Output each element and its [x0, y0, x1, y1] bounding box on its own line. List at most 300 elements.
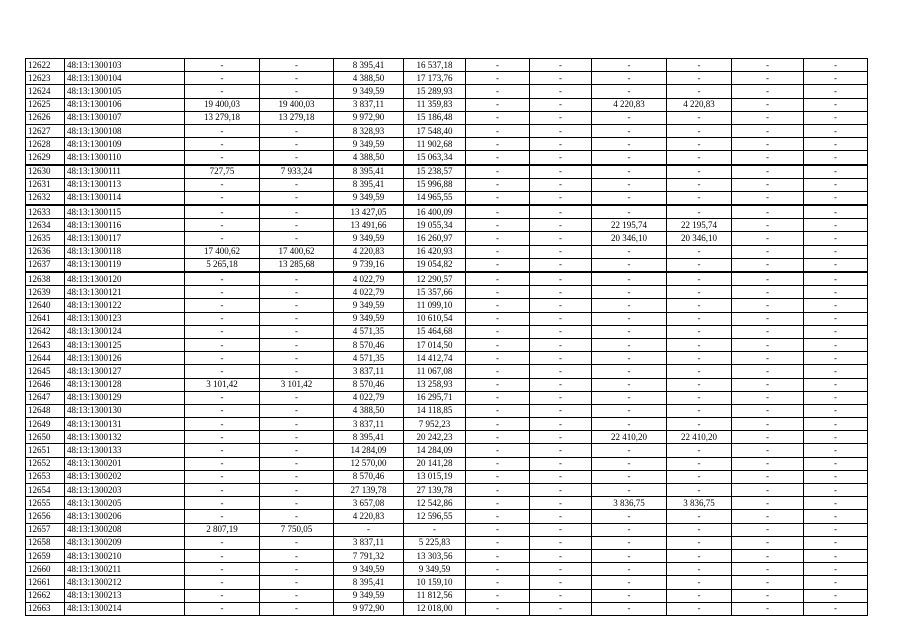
value-cell: 9 349,59 [334, 191, 404, 205]
value-cell: - [334, 523, 404, 536]
value-cell: - [185, 191, 260, 205]
value-cell: - [667, 138, 732, 151]
value-cell: - [804, 404, 868, 417]
value-cell: 15 464,68 [404, 325, 466, 338]
value-cell: - [530, 178, 592, 191]
table-row [26, 232, 868, 245]
value-cell: - [667, 312, 732, 325]
row-number-cell: 12641 [26, 312, 65, 325]
value-cell: - [592, 418, 667, 431]
cadastral-number-cell: 48:13:1300118 [65, 245, 185, 258]
value-cell: - [804, 325, 868, 338]
table-row [26, 391, 868, 404]
value-cell: 12 542,86 [404, 497, 466, 510]
value-cell: - [667, 549, 732, 562]
value-cell: - [804, 138, 868, 151]
value-cell: - [732, 299, 804, 312]
value-cell: 9 972,90 [334, 602, 404, 615]
value-cell: - [804, 151, 868, 165]
row-number-cell: 12659 [26, 549, 65, 562]
value-cell: - [260, 219, 334, 232]
value-cell: - [185, 431, 260, 444]
row-number-cell: 12631 [26, 178, 65, 191]
row-number-cell: 12627 [26, 124, 65, 137]
value-cell: - [592, 111, 667, 124]
value-cell: 22 195,74 [592, 219, 667, 232]
row-number-cell: 12636 [26, 245, 65, 258]
row-number-cell: 12645 [26, 365, 65, 378]
value-cell: - [260, 391, 334, 404]
value-cell: 9 349,59 [334, 299, 404, 312]
row-number-cell: 12657 [26, 523, 65, 536]
value-cell: 12 596,55 [404, 510, 466, 523]
value-cell: - [732, 536, 804, 549]
value-cell: - [185, 299, 260, 312]
value-cell: 4 388,50 [334, 72, 404, 85]
value-cell: - [667, 124, 732, 137]
value-cell: - [530, 563, 592, 576]
row-number-cell: 12624 [26, 85, 65, 98]
value-cell: - [732, 59, 804, 72]
value-cell: - [732, 151, 804, 165]
value-cell: - [185, 325, 260, 338]
value-cell: 5 265,18 [185, 258, 260, 272]
value-cell: - [260, 124, 334, 137]
cadastral-number-cell: 48:13:1300211 [65, 563, 185, 576]
value-cell: 13 427,05 [334, 205, 404, 219]
value-cell: - [732, 138, 804, 151]
value-cell: 9 972,90 [334, 111, 404, 124]
table-row [26, 352, 868, 365]
value-cell: 12 290,57 [404, 272, 466, 286]
value-cell: 8 395,41 [334, 178, 404, 191]
cadastral-number-cell: 48:13:1300109 [65, 138, 185, 151]
value-cell: - [732, 205, 804, 219]
value-cell: - [530, 418, 592, 431]
value-cell: - [592, 378, 667, 391]
value-cell: - [260, 151, 334, 165]
value-cell: - [667, 72, 732, 85]
value-cell: - [530, 378, 592, 391]
value-cell: - [804, 205, 868, 219]
value-cell: 7 750,05 [260, 523, 334, 536]
value-cell: - [530, 232, 592, 245]
cadastral-number-cell: 48:13:1300110 [65, 151, 185, 165]
row-number-cell: 12642 [26, 325, 65, 338]
value-cell: - [592, 444, 667, 457]
value-cell: 16 260,97 [404, 232, 466, 245]
value-cell: - [260, 72, 334, 85]
value-cell: - [466, 111, 530, 124]
value-cell: - [667, 391, 732, 404]
cadastral-number-cell: 48:13:1300120 [65, 272, 185, 286]
value-cell: - [804, 484, 868, 497]
value-cell: - [466, 98, 530, 111]
value-cell: 4 388,50 [334, 151, 404, 165]
table-row [26, 444, 868, 457]
value-cell: - [667, 576, 732, 589]
row-number-cell: 12643 [26, 338, 65, 351]
value-cell: 17 014,50 [404, 338, 466, 351]
value-cell: - [667, 299, 732, 312]
table-row [26, 549, 868, 562]
row-number-cell: 12662 [26, 589, 65, 602]
value-cell: - [804, 124, 868, 137]
value-cell: 14 118,85 [404, 404, 466, 417]
value-cell: - [804, 563, 868, 576]
value-cell: - [466, 151, 530, 165]
value-cell: - [260, 510, 334, 523]
value-cell: - [732, 338, 804, 351]
cadastral-number-cell: 48:13:1300115 [65, 205, 185, 219]
value-cell: - [804, 245, 868, 258]
value-cell: - [466, 444, 530, 457]
value-cell: - [732, 72, 804, 85]
value-cell: - [185, 272, 260, 286]
table-row [26, 325, 868, 338]
value-cell: 11 099,10 [404, 299, 466, 312]
value-cell: - [185, 444, 260, 457]
value-cell: - [530, 352, 592, 365]
value-cell: - [530, 589, 592, 602]
value-cell: - [592, 536, 667, 549]
table-row [26, 124, 868, 137]
value-cell: 20 141,28 [404, 457, 466, 470]
row-number-cell: 12632 [26, 191, 65, 205]
cadastral-number-cell: 48:13:1300210 [65, 549, 185, 562]
value-cell: - [592, 245, 667, 258]
row-number-cell: 12625 [26, 98, 65, 111]
value-cell: - [592, 602, 667, 615]
value-cell: - [804, 391, 868, 404]
value-cell: - [466, 549, 530, 562]
value-cell: - [466, 272, 530, 286]
value-cell: - [732, 111, 804, 124]
value-cell: - [185, 232, 260, 245]
value-cell: - [185, 338, 260, 351]
value-cell: - [466, 418, 530, 431]
value-cell: 17 400,62 [260, 245, 334, 258]
value-cell: - [260, 563, 334, 576]
value-cell: 4 022,79 [334, 391, 404, 404]
value-cell: 7 791,32 [334, 549, 404, 562]
row-number-cell: 12630 [26, 165, 65, 179]
value-cell: 8 395,41 [334, 165, 404, 179]
value-cell: - [466, 523, 530, 536]
value-cell: - [466, 457, 530, 470]
value-cell: - [530, 404, 592, 417]
value-cell: 3 837,11 [334, 365, 404, 378]
value-cell: - [667, 205, 732, 219]
value-cell: - [530, 111, 592, 124]
value-cell: - [466, 497, 530, 510]
value-cell: - [260, 299, 334, 312]
value-cell: - [667, 151, 732, 165]
table-row [26, 378, 868, 391]
table-row [26, 165, 868, 179]
value-cell: - [804, 258, 868, 272]
value-cell: - [592, 151, 667, 165]
value-cell: - [185, 219, 260, 232]
table-row [26, 470, 868, 483]
row-number-cell: 12661 [26, 576, 65, 589]
value-cell: 4 220,83 [334, 510, 404, 523]
row-number-cell: 12651 [26, 444, 65, 457]
table-row [26, 272, 868, 286]
value-cell: - [732, 563, 804, 576]
value-cell: - [185, 536, 260, 549]
value-cell: 19 400,03 [260, 98, 334, 111]
value-cell: 16 295,71 [404, 391, 466, 404]
value-cell: - [466, 338, 530, 351]
value-cell: - [260, 191, 334, 205]
value-cell: - [732, 98, 804, 111]
cadastral-number-cell: 48:13:1300203 [65, 484, 185, 497]
value-cell: - [732, 391, 804, 404]
value-cell: - [260, 138, 334, 151]
row-number-cell: 12628 [26, 138, 65, 151]
cadastral-number-cell: 48:13:1300104 [65, 72, 185, 85]
value-cell: - [530, 299, 592, 312]
value-cell: 9 349,59 [334, 85, 404, 98]
value-cell: - [804, 59, 868, 72]
value-cell: 11 812,56 [404, 589, 466, 602]
row-number-cell: 12622 [26, 59, 65, 72]
value-cell: - [260, 484, 334, 497]
value-cell: - [530, 245, 592, 258]
value-cell: - [804, 470, 868, 483]
cadastral-number-cell: 48:13:1300202 [65, 470, 185, 483]
value-cell: 16 420,93 [404, 245, 466, 258]
table-row [26, 286, 868, 299]
value-cell: - [667, 338, 732, 351]
value-cell: 22 410,20 [667, 431, 732, 444]
value-cell: - [404, 523, 466, 536]
value-cell: 10 610,54 [404, 312, 466, 325]
value-cell: - [667, 258, 732, 272]
cadastral-number-cell: 48:13:1300133 [65, 444, 185, 457]
value-cell: - [592, 325, 667, 338]
value-cell: - [466, 589, 530, 602]
cadastral-number-cell: 48:13:1300123 [65, 312, 185, 325]
table-row [26, 219, 868, 232]
value-cell: - [732, 165, 804, 179]
value-cell: - [466, 59, 530, 72]
value-cell: - [804, 444, 868, 457]
value-cell: - [804, 365, 868, 378]
value-cell: - [530, 98, 592, 111]
value-cell: - [260, 497, 334, 510]
table-row [26, 138, 868, 151]
value-cell: - [732, 484, 804, 497]
value-cell: - [667, 85, 732, 98]
value-cell: 15 063,34 [404, 151, 466, 165]
value-cell: - [592, 258, 667, 272]
value-cell: - [804, 457, 868, 470]
table-row [26, 523, 868, 536]
value-cell: - [732, 85, 804, 98]
value-cell: - [592, 484, 667, 497]
value-cell: - [804, 286, 868, 299]
value-cell: 3 837,11 [334, 418, 404, 431]
value-cell: - [530, 59, 592, 72]
row-number-cell: 12654 [26, 484, 65, 497]
value-cell: - [466, 325, 530, 338]
value-cell: - [260, 444, 334, 457]
value-cell: - [185, 563, 260, 576]
value-cell: - [466, 124, 530, 137]
value-cell: - [466, 484, 530, 497]
value-cell: - [804, 523, 868, 536]
value-cell: - [530, 497, 592, 510]
value-cell: - [530, 258, 592, 272]
cadastral-number-cell: 48:13:1300105 [65, 85, 185, 98]
value-cell: - [592, 470, 667, 483]
row-number-cell: 12640 [26, 299, 65, 312]
row-number-cell: 12623 [26, 72, 65, 85]
value-cell: - [592, 391, 667, 404]
value-cell: 5 225,83 [404, 536, 466, 549]
value-cell: - [667, 418, 732, 431]
value-cell: - [732, 457, 804, 470]
value-cell: 20 242,23 [404, 431, 466, 444]
value-cell: 3 101,42 [185, 378, 260, 391]
value-cell: - [260, 602, 334, 615]
value-cell: - [185, 72, 260, 85]
value-cell: - [260, 205, 334, 219]
value-cell: - [466, 431, 530, 444]
table-row [26, 510, 868, 523]
value-cell: 3 101,42 [260, 378, 334, 391]
value-cell: - [732, 523, 804, 536]
value-cell: - [466, 391, 530, 404]
value-cell: - [185, 576, 260, 589]
value-cell: - [530, 457, 592, 470]
value-cell: - [260, 286, 334, 299]
cadastral-number-cell: 48:13:1300121 [65, 286, 185, 299]
value-cell: - [260, 312, 334, 325]
cadastral-number-cell: 48:13:1300117 [65, 232, 185, 245]
value-cell: - [466, 258, 530, 272]
value-cell: - [732, 549, 804, 562]
value-cell: - [667, 523, 732, 536]
value-cell: - [466, 245, 530, 258]
value-cell: - [732, 258, 804, 272]
value-cell: - [530, 470, 592, 483]
value-cell: - [592, 510, 667, 523]
value-cell: - [592, 59, 667, 72]
cadastral-number-cell: 48:13:1300114 [65, 191, 185, 205]
value-cell: 9 349,59 [334, 232, 404, 245]
value-cell: 4 220,83 [592, 98, 667, 111]
value-cell: - [185, 59, 260, 72]
value-cell: - [260, 418, 334, 431]
value-cell: - [592, 272, 667, 286]
row-number-cell: 12652 [26, 457, 65, 470]
value-cell: - [667, 352, 732, 365]
value-cell: 17 400,62 [185, 245, 260, 258]
value-cell: - [466, 352, 530, 365]
value-cell: - [732, 191, 804, 205]
value-cell: - [185, 391, 260, 404]
cadastral-number-cell: 48:13:1300212 [65, 576, 185, 589]
value-cell: - [804, 549, 868, 562]
value-cell: - [260, 549, 334, 562]
row-number-cell: 12648 [26, 404, 65, 417]
row-number-cell: 12633 [26, 205, 65, 219]
value-cell: - [260, 85, 334, 98]
cadastral-number-cell: 48:13:1300125 [65, 338, 185, 351]
value-cell: 14 412,74 [404, 352, 466, 365]
row-number-cell: 12658 [26, 536, 65, 549]
value-cell: - [667, 536, 732, 549]
value-cell: 13 279,18 [260, 111, 334, 124]
table-row [26, 563, 868, 576]
value-cell: 4 220,83 [334, 245, 404, 258]
value-cell: 12 570,00 [334, 457, 404, 470]
value-cell: - [185, 404, 260, 417]
value-cell: - [804, 312, 868, 325]
value-cell: - [466, 378, 530, 391]
value-cell: - [530, 365, 592, 378]
value-cell: - [732, 431, 804, 444]
value-cell: - [185, 205, 260, 219]
table-row [26, 191, 868, 205]
value-cell: - [185, 484, 260, 497]
value-cell: 13 258,93 [404, 378, 466, 391]
value-cell: 3 837,11 [334, 536, 404, 549]
value-cell: - [530, 484, 592, 497]
value-cell: - [466, 178, 530, 191]
value-cell: - [804, 510, 868, 523]
value-cell: - [260, 178, 334, 191]
table-row [26, 205, 868, 219]
value-cell: 22 195,74 [667, 219, 732, 232]
value-cell: 4 022,79 [334, 272, 404, 286]
value-cell: - [804, 272, 868, 286]
value-cell: - [260, 352, 334, 365]
table-row [26, 589, 868, 602]
table-row [26, 576, 868, 589]
value-cell: - [667, 563, 732, 576]
table-row [26, 602, 868, 615]
table-row [26, 59, 868, 72]
value-cell: - [530, 391, 592, 404]
cadastral-number-cell: 48:13:1300113 [65, 178, 185, 191]
value-cell: - [466, 165, 530, 179]
value-cell: - [732, 510, 804, 523]
value-cell: - [667, 245, 732, 258]
value-cell: - [260, 536, 334, 549]
value-cell: - [804, 576, 868, 589]
value-cell: - [530, 602, 592, 615]
value-cell: - [530, 286, 592, 299]
value-cell: - [667, 589, 732, 602]
cadastral-number-cell: 48:13:1300132 [65, 431, 185, 444]
value-cell: - [804, 72, 868, 85]
value-cell: 15 289,93 [404, 85, 466, 98]
value-cell: - [185, 497, 260, 510]
value-cell: 8 570,46 [334, 338, 404, 351]
value-cell: - [185, 418, 260, 431]
value-cell: - [732, 312, 804, 325]
row-number-cell: 12663 [26, 602, 65, 615]
value-cell: - [732, 124, 804, 137]
value-cell: 8 328,93 [334, 124, 404, 137]
value-cell: - [592, 338, 667, 351]
value-cell: 13 015,19 [404, 470, 466, 483]
value-cell: 3 657,08 [334, 497, 404, 510]
